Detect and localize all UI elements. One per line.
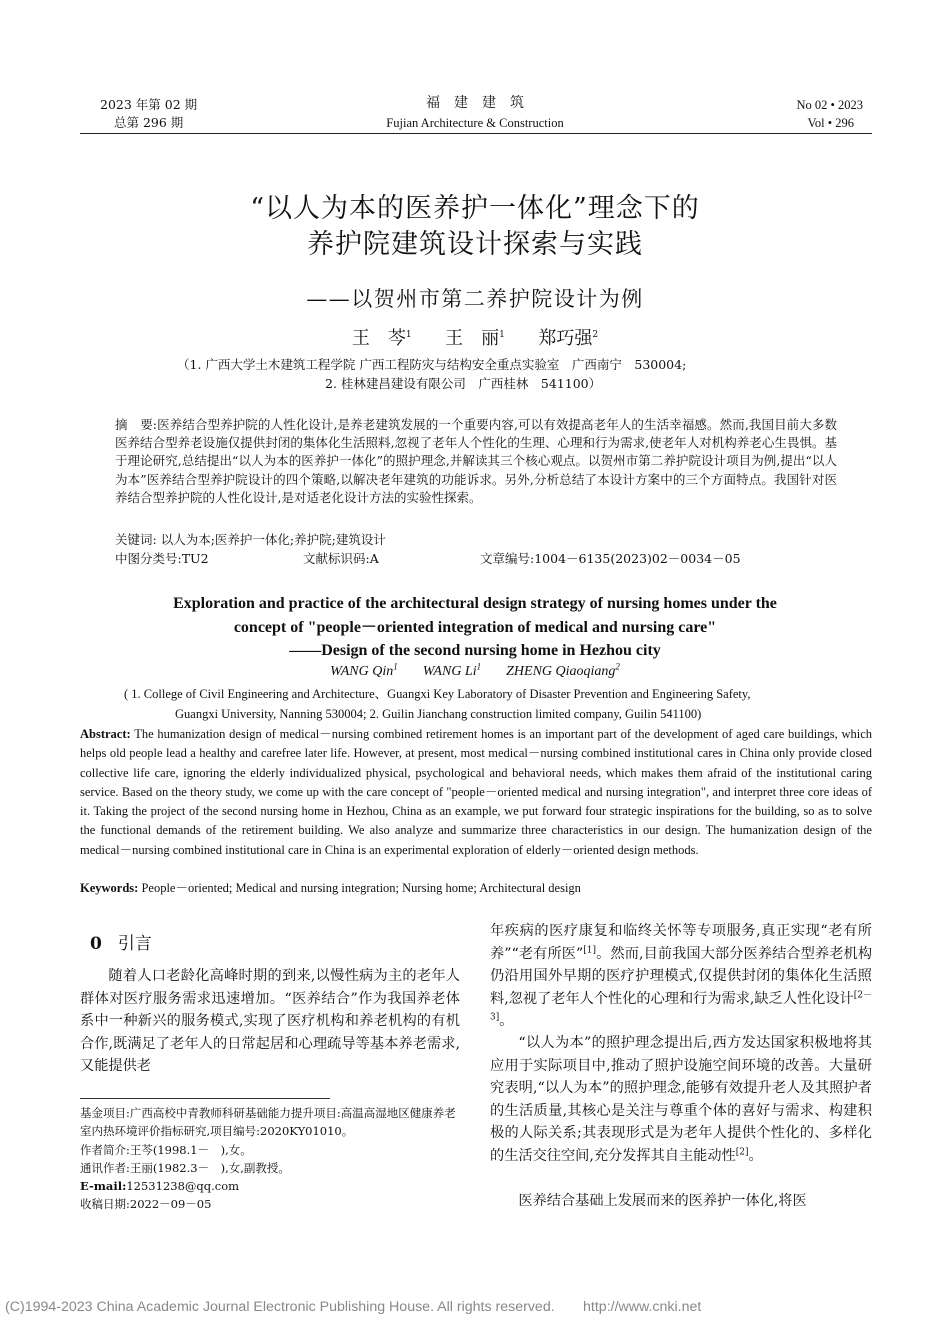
right-p1-text-c: 。	[499, 1013, 514, 1030]
en-title-line-2: concept of "people－oriented integration of medical and nursing care"	[233, 619, 717, 636]
en-author-2-sup: 1	[476, 661, 482, 672]
en-title-line-3: ——Design of the second nursing home in Hezhou city	[289, 642, 661, 659]
en-keywords	[80, 879, 872, 898]
footnote-author: 作者简介:王芩(1998.1－ ),女。	[80, 1143, 252, 1157]
left-paragraph-1: 随着人口老龄化高峰时期的到来,以慢性病为主的老年人群体对医疗服务需求迅速增加。“医养结合”作为我国养老体系中一种新兴的服务模式,实现了医疗机构和养老机构的有机合作,既满足了老年人的日常起居和心理疏导等基本养老需求,又能提供老	[80, 968, 460, 1075]
cn-keywords	[115, 531, 837, 549]
footnote-rule	[80, 1098, 330, 1099]
footnote-corresponding: 通讯作者:王丽(1982.3－ ),女,副教授。	[80, 1161, 290, 1175]
footnote-received: 收稿日期:2022－09－05	[80, 1197, 212, 1211]
en-author-1-sup: 1	[393, 661, 398, 672]
affiliation-line-1: （1. 广西大学土木建筑工程学院 广西工程防灾与结构安全重点实验室 广西南宁 530004;	[177, 357, 687, 372]
header-issue: 2023 年第 02 期	[100, 97, 198, 112]
clc-number: 中图分类号:TU2	[115, 551, 209, 566]
copyright-footer: (C)1994-2023 China Academic Journal Electronic Publishing House. All rights reserved. http://www.cnki.net	[5, 1299, 702, 1315]
document-code: 文献标识码:A	[303, 551, 379, 566]
en-abstract-label: Abstract:	[80, 727, 131, 741]
footnote-email	[80, 1177, 239, 1195]
header-vol: Vol • 296	[807, 116, 854, 130]
en-author-3: ZHENG Qiaoqiang	[506, 664, 616, 679]
title-line-2: 养护院建筑设计探索与实践	[307, 229, 643, 260]
en-author-list	[0, 662, 950, 682]
citation-2-3: [2－3]	[490, 990, 872, 1023]
right-paragraph-3: 医养结合基础上发展而来的医养护一体化,将医	[518, 1193, 807, 1209]
footnote-fund: 基金项目:广西高校中青教师科研基础能力提升项目:高温高湿地区健康养老室内热环境评价指标研究,项目编号:2020KY01010。	[80, 1106, 456, 1139]
right-paragraph-1	[490, 920, 872, 1033]
cn-keywords-text: 以人为本;医养护一体化;养护院;建筑设计	[160, 532, 386, 547]
author-2-sup: 1	[499, 330, 505, 340]
article-number: 文章编号:1004－6135(2023)02－0034－05	[480, 551, 741, 566]
subtitle: ——以贺州市第二养护院设计为例	[306, 287, 644, 311]
author-list	[0, 327, 950, 351]
en-author-1: WANG Qin	[330, 664, 394, 679]
author-3: 郑巧强	[538, 328, 593, 349]
journal-name-en: Fujian Architecture & Construction	[386, 116, 564, 130]
affiliation-line-2: 2. 桂林建昌建设有限公司 广西桂林 541100）	[325, 376, 602, 391]
header-rule	[80, 133, 872, 134]
cn-abstract	[115, 416, 837, 507]
right-paragraph-2	[490, 1032, 872, 1168]
en-abstract	[80, 725, 872, 860]
cn-abstract-label: 摘 要:	[115, 417, 158, 432]
email-label: E-mail:	[80, 1179, 127, 1193]
en-keywords-text: People－oriented; Medical and nursing integration; Nursing home; Architectural design	[141, 881, 581, 895]
right-p1-text-a: 年疾病的医疗康复和临终关怀等专项服务,真正实现“老有所养”“老有所医”	[490, 923, 872, 962]
en-author-3-sup: 2	[615, 661, 620, 672]
header-volume-total: 总第 296 期	[114, 115, 184, 130]
en-author-2: WANG Li	[422, 664, 477, 679]
en-abstract-text: The humanization design of medical－nursing combined retirement homes is an important part of the development of aged care buildings, which helps old people lead a healthy and carefree later life. However, at present, most medical－nursing combined institutional cares in China only provide closed collective life care, ignoring the elderly individualized physical, psychological and behavioral needs, which makes them afraid of the institutional caring service. Based on the theory study, we come up with the care concept of "people－oriented medical and nursing integration", and interpret three core ideas of it. Taking the project of the second nursing home in Hezhou, China as an example, we put forward four strategic inspirations for the building, so as to solve the functional demands of the retirement building. We also analyze and summarize three characteristics in our design. The humanization design of the medical－nursing combined institutional care in China is an experimental exploration of elderly－oriented design methods.	[80, 727, 872, 857]
cn-keywords-label: 关键词:	[115, 532, 157, 547]
journal-name-cn: 福 建 建 筑	[426, 95, 524, 111]
section-number: 0	[90, 934, 102, 954]
author-1-sup: 1	[405, 330, 412, 340]
email-address: 12531238@qq.com	[126, 1179, 240, 1193]
right-p1-text-b: 。然而,目前我国大部分医养结合型养老机构仍沿用国外早期的医疗护理模式,仅提供封闭的集体化生活照料,忽视了老年人个性化的心理和行为需求,缺乏人性化设计	[490, 945, 873, 1007]
author-3-sup: 2	[592, 330, 599, 340]
title-line-1: “以人为本的医养护一体化”理念下的	[250, 193, 700, 224]
author-2: 王 丽	[445, 328, 500, 349]
right-p2-text-b: 。	[748, 1147, 763, 1164]
author-1: 王 芩	[351, 328, 406, 349]
en-affiliation-line-1: ( 1. College of Civil Engineering and Architecture、Guangxi Key Laboratory of Disaster Prevention and Engineering Safety,	[124, 687, 751, 701]
header-number: No 02 • 2023	[796, 98, 863, 112]
en-affiliation-line-2: Guangxi University, Nanning 530004; 2. Guilin Jianchang construction limited company, Guilin 541100)	[175, 707, 702, 721]
right-p2-text-a: “以人为本”的照护理念提出后,西方发达国家积极地将其应用于实际项目中,推动了照护设施空间环境的改善。大量研究表明,“以人为本”的照护理念,能够有效提升老人及其照护者的生活质量,其核心是关注与尊重个体的喜好与需求、构建积极的人际关系;其表现形式是为老年人提供个性化的、多样化的生活交往空间,充分发挥其自主能动性	[490, 1035, 872, 1164]
cn-abstract-text: 医养结合型养护院的人性化设计,是养老建筑发展的一个重要内容,可以有效提高老年人的生活幸福感。然而,我国目前大多数医养结合型养老设施仅提供封闭的集体化生活照料,忽视了老年人个性化的生理、心理和行为需求,使老年人对机构养老心生畏惧。基于理论研究,总结提出“以人为本的医养护一体化”的照护理念,并解读其三个核心观点。以贺州市第二养护院设计项目为例,提出“以人为本”医养结合型养护院设计的四个策略,以解决老年建筑的功能诉求。另外,分析总结了本设计方案中的三个方面特点。我国针对医养结合型养护院的人性化设计,是对适老化设计方法的实验性探索。	[115, 417, 837, 505]
en-keywords-label: Keywords:	[80, 881, 139, 895]
section-heading	[90, 932, 152, 956]
section-title: 引言	[117, 934, 152, 954]
en-title-line-1: Exploration and practice of the architectural design strategy of nursing homes under the	[173, 595, 777, 612]
citation-2: [2]	[735, 1147, 749, 1158]
citation-1: [1]	[583, 944, 597, 955]
